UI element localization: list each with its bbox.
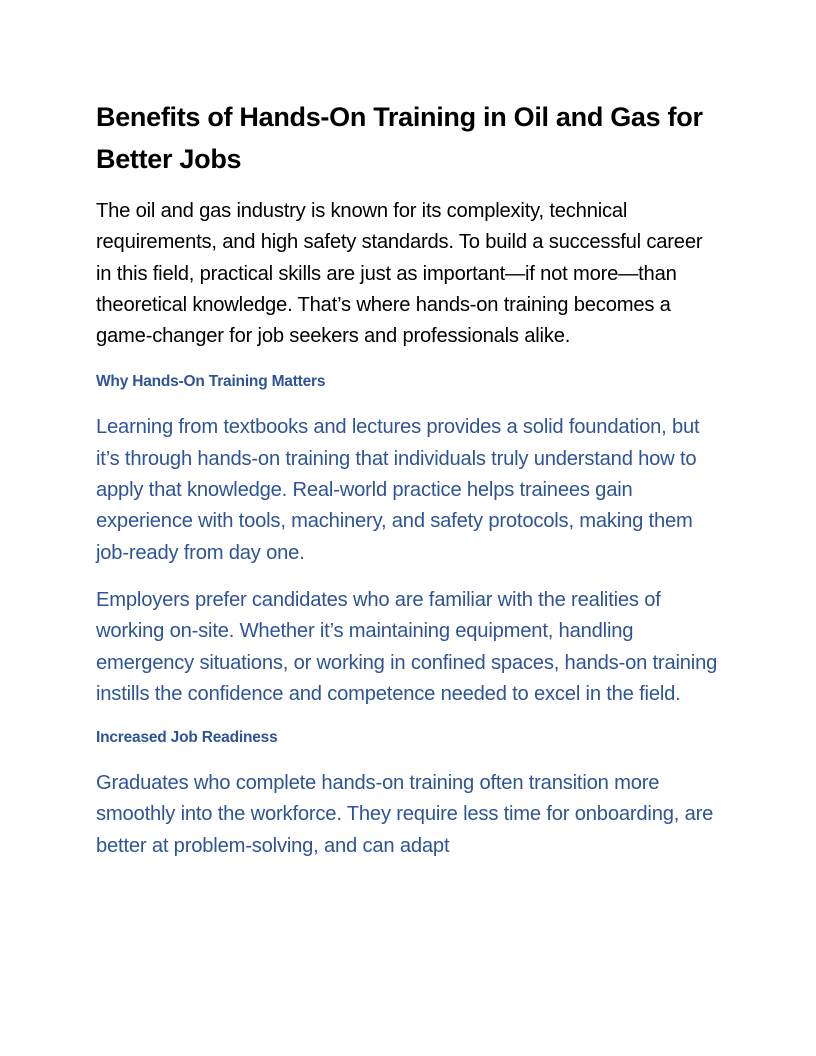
section-paragraph: Learning from textbooks and lectures provides a solid foundation, but it’s through hands-on training that individuals truly understand how to apply that knowledge. Real-world practice helps trainees gain experience with tools, machinery, and safety protocols, making them job-ready from day one.	[96, 416, 700, 564]
section-paragraph: Employers prefer candidates who are familiar with the realities of working on-site. Whether it’s maintaining equipment, handling emergency situations, or working in confined spaces, hands-on training instills the confidence and competence needed to excel in the field.	[96, 588, 718, 705]
section-heading-job-readiness: Increased Job Readiness	[96, 729, 278, 747]
section-heading-why-hands-on: Why Hands-On Training Matters	[96, 373, 326, 391]
intro-paragraph: The oil and gas industry is known for its complexity, technical requirements, and high safety standards. To build a successful career in this field, practical skills are just as important—if not more—than theoretical knowledge. That’s where hands-on training becomes a game-changer for job seekers and professionals alike.	[96, 200, 703, 348]
document-page	[96, 96, 720, 878]
document-title: Benefits of Hands-On Training in Oil and Gas for Better Jobs	[96, 102, 703, 174]
section-paragraph: Graduates who complete hands-on training often transition more smoothly into the workforce. They require less time for onboarding, are better at problem-solving, and can adapt	[96, 772, 714, 857]
